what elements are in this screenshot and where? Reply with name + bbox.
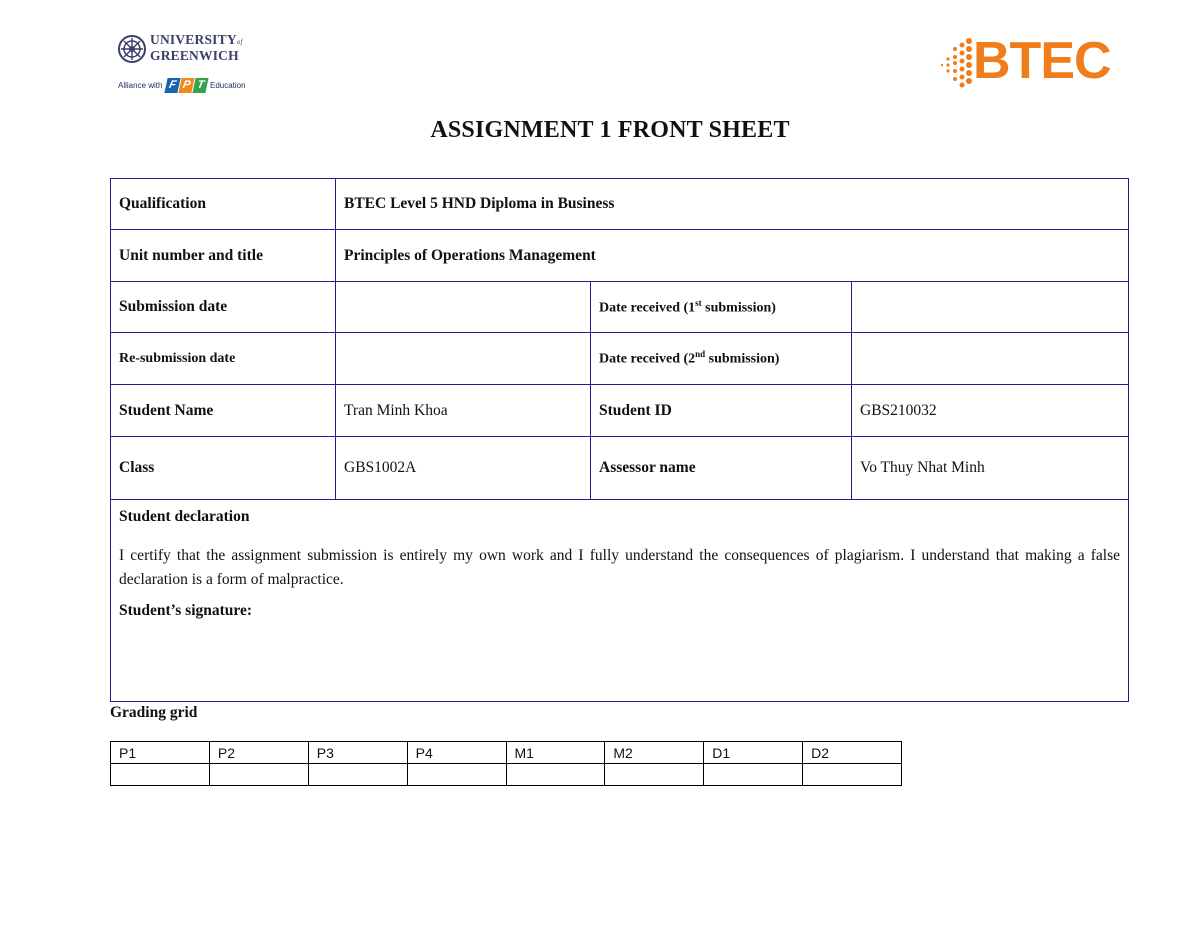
table-row (111, 385, 1129, 437)
grade-header-d1: D1 (704, 742, 803, 764)
unit-value: Principles of Operations Management (336, 230, 1129, 282)
table-row (111, 230, 1129, 282)
table-row (111, 437, 1129, 500)
university-logo: UNIVERSITYof GREENWICH Alliance with F P T Education (118, 32, 246, 91)
date-received-2-field[interactable] (852, 333, 1129, 385)
declaration-text: I certify that the assignment submission is entirely my own work and I fully understand the consequences of plagiarism. I understand that making a false declaration is a form of malpractice. (119, 547, 1120, 588)
grading-header-row (111, 742, 902, 764)
grade-header-d2: D2 (803, 742, 902, 764)
grade-cell-m1[interactable] (506, 764, 605, 786)
date-received-1-field[interactable] (852, 282, 1129, 333)
student-name-label: Student Name (111, 385, 336, 437)
table-row (111, 333, 1129, 385)
unit-label: Unit number and title (111, 230, 336, 282)
table-row (111, 500, 1129, 702)
grade-header-p2: P2 (209, 742, 308, 764)
grading-value-row (111, 764, 902, 786)
grade-header-p1: P1 (111, 742, 210, 764)
student-id-label: Student ID (591, 385, 852, 437)
grade-header-m2: M2 (605, 742, 704, 764)
grade-cell-p4[interactable] (407, 764, 506, 786)
submission-date-label: Submission date (111, 282, 336, 333)
grade-cell-d1[interactable] (704, 764, 803, 786)
date-received-1-label: Date received (1st submission) (591, 282, 852, 333)
qualification-label: Qualification (111, 179, 336, 230)
grade-header-m1: M1 (506, 742, 605, 764)
resubmission-date-label: Re-submission date (111, 333, 336, 385)
grade-cell-p3[interactable] (308, 764, 407, 786)
qualification-value: BTEC Level 5 HND Diploma in Business (336, 179, 1129, 230)
student-declaration (111, 500, 1129, 702)
university-seal-icon (118, 35, 146, 63)
signature-label: Student’s signature: (119, 602, 253, 619)
grading-grid-label: Grading grid (110, 704, 198, 721)
table-row (111, 282, 1129, 333)
grade-cell-m2[interactable] (605, 764, 704, 786)
grade-header-p4: P4 (407, 742, 506, 764)
class-label: Class (111, 437, 336, 500)
front-sheet-table (110, 178, 1129, 702)
fpt-logo-p: P (178, 78, 194, 93)
table-row (111, 179, 1129, 230)
student-name-field[interactable]: Tran Minh Khoa (336, 385, 591, 437)
btec-dots-icon (935, 35, 975, 91)
grade-cell-d2[interactable] (803, 764, 902, 786)
class-field[interactable]: GBS1002A (336, 437, 591, 500)
grade-header-p3: P3 (308, 742, 407, 764)
resubmission-date-field[interactable] (336, 333, 591, 385)
btec-logo (935, 33, 1125, 93)
fpt-logo-t: T (192, 78, 208, 93)
declaration-title: Student declaration (119, 508, 250, 525)
submission-date-field[interactable] (336, 282, 591, 333)
university-name: UNIVERSITYof GREENWICH (150, 32, 243, 63)
btec-wordmark: BTEC (973, 32, 1111, 90)
page-title: ASSIGNMENT 1 FRONT SHEET (430, 117, 790, 143)
grade-cell-p1[interactable] (111, 764, 210, 786)
grade-cell-p2[interactable] (209, 764, 308, 786)
assessor-label: Assessor name (591, 437, 852, 500)
grading-grid (110, 741, 902, 786)
assessor-field[interactable]: Vo Thuy Nhat Minh (852, 437, 1129, 500)
date-received-2-label: Date received (2nd submission) (591, 333, 852, 385)
student-id-field[interactable]: GBS210032 (852, 385, 1129, 437)
fpt-logo-f: F (164, 78, 180, 93)
